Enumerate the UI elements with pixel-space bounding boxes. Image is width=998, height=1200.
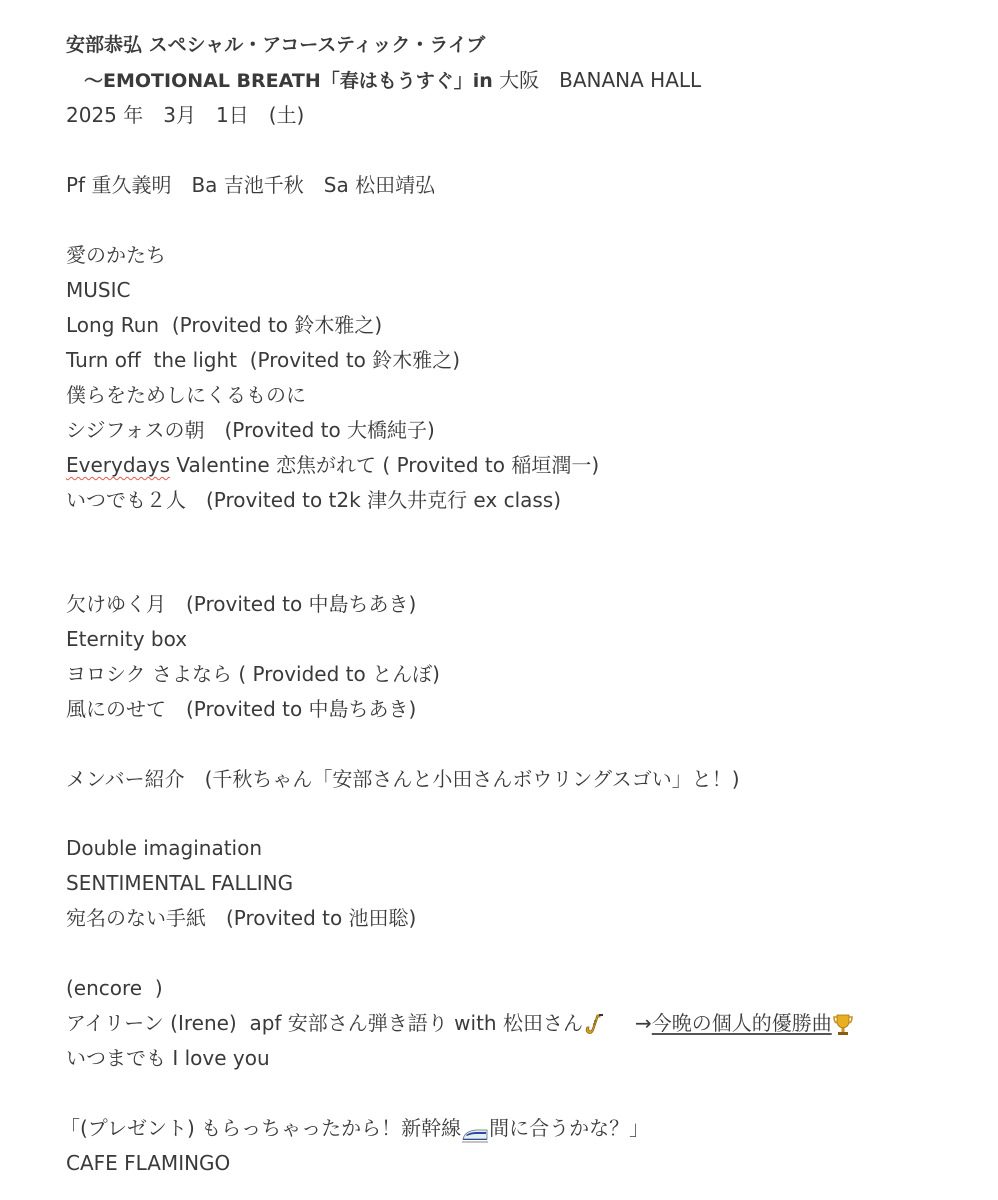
- song-line: 愛のかたち: [66, 243, 166, 267]
- encore-label: (encore ): [66, 976, 163, 1000]
- personal-favorite-note: 今晩の個人的優勝曲: [651, 1011, 832, 1035]
- spellcheck-word[interactable]: Everydays: [66, 453, 171, 477]
- date-line: 2025 年 3月 1日 (土): [66, 103, 305, 127]
- member-intro-line: メンバー紹介 (千秋ちゃん「安部さんと小田さんボウリングスゴい」と！): [66, 767, 740, 791]
- song-line: 僕らをためしにくるものに: [66, 383, 306, 407]
- members-line: Pf 重久義明 Ba 吉池千秋 Sa 松田靖弘: [66, 173, 436, 197]
- song-line: 風にのせて (Provited to 中島ちあき): [66, 697, 417, 721]
- song-line: MUSIC: [66, 278, 131, 302]
- quote-line: [60, 1113, 649, 1143]
- song-line: SENTIMENTAL FALLING: [66, 871, 294, 895]
- song-line: シジフォスの朝 (Provited to 大橋純子): [66, 418, 435, 442]
- encore-song-line: [66, 1008, 854, 1038]
- song-line: [66, 450, 599, 480]
- song-line: ヨロシク さよなら ( Provided to とんぼ): [66, 662, 440, 686]
- song-line: 欠けゆく月 (Provited to 中島ちあき): [66, 592, 417, 616]
- song-line: Turn off the light (Provited to 鈴木雅之): [66, 348, 461, 372]
- arrow-text: →: [634, 1011, 652, 1035]
- song-line: 宛名のない手紙 (Provited to 池田聡): [66, 906, 417, 930]
- song-line: Long Run (Provited to 鈴木雅之): [66, 313, 383, 337]
- title-line-1: 安部恭弘 スペシャル・アコースティック・ライブ: [66, 34, 486, 56]
- saxophone-icon: [583, 1013, 605, 1037]
- title-line-2: [84, 65, 701, 95]
- title-line-2-main: 〜EMOTIONAL BREATH「春はもうすぐ」in: [84, 70, 493, 92]
- song-line: いつでも２人 (Provited to t2k 津久井克行 ex class): [66, 488, 562, 512]
- closing-line: CAFE FLAMINGO: [66, 1151, 231, 1175]
- song-line: Double imagination: [66, 836, 263, 860]
- bullet-train-icon: [462, 1121, 488, 1139]
- quote-text-2: 間に合うかな？」: [489, 1116, 650, 1140]
- encore-song-line: いつまでも I love you: [66, 1046, 270, 1070]
- song-line: Eternity box: [66, 627, 188, 651]
- encore-song-text: アイリーン (Irene) apf 安部さん弾き語り with 松田さん: [66, 1011, 583, 1035]
- trophy-icon: [832, 1013, 854, 1037]
- title-line-2-venue: 大阪 BANANA HALL: [499, 68, 702, 92]
- quote-text-1: 「(プレゼント) もらっちゃったから！新幹線: [60, 1116, 462, 1140]
- song-line-rest: Valentine 恋焦がれて ( Provited to 稲垣潤一): [170, 453, 600, 477]
